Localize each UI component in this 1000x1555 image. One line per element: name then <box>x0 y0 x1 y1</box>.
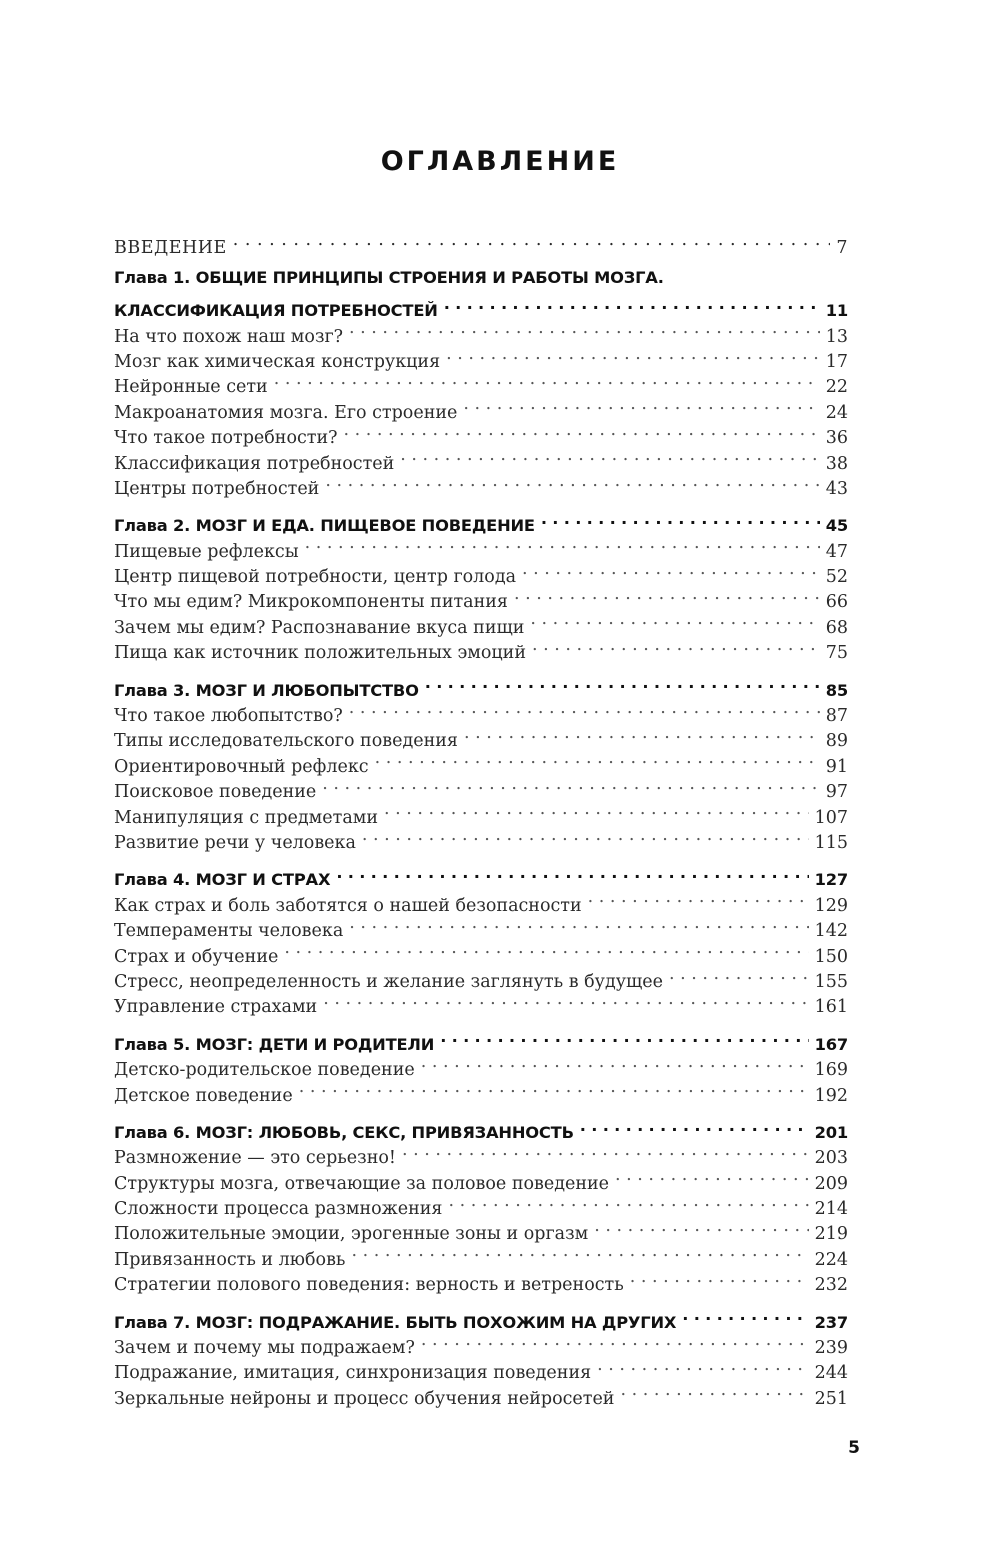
chapter-page: 201 <box>814 1122 848 1142</box>
section-page: 219 <box>814 1224 848 1245</box>
dot-leader <box>336 860 808 885</box>
dot-leader <box>448 1189 808 1214</box>
dot-leader <box>541 506 820 531</box>
page-number: 5 <box>848 1438 860 1458</box>
toc-chapter-4[interactable] <box>114 860 848 890</box>
dot-leader <box>464 721 820 746</box>
dot-leader <box>620 1378 808 1403</box>
dot-leader <box>322 772 819 797</box>
section-label: Пищевые рефлексы <box>114 541 299 562</box>
section-label: Размножение — это серьезно! <box>114 1148 396 1169</box>
section-page: 36 <box>825 428 848 449</box>
dot-leader <box>421 1328 809 1353</box>
section-page: 150 <box>814 946 848 967</box>
section-label: Что такое любопытство? <box>114 706 343 727</box>
section-page: 97 <box>825 782 848 803</box>
chapter-label: Глава 2. МОЗГ И ЕДА. ПИЩЕВОЕ ПОВЕДЕНИЕ <box>114 516 535 536</box>
toc-chapter-5[interactable] <box>114 1024 848 1054</box>
section-label: Структуры мозга, отвечающие за половое поведение <box>114 1173 610 1194</box>
dot-leader <box>532 633 820 658</box>
chapter-page: 127 <box>814 870 848 890</box>
dot-leader <box>630 1265 809 1290</box>
chapter-page: 11 <box>825 301 848 321</box>
section-page: 38 <box>825 453 848 474</box>
section-label: Детско-родительское поведение <box>114 1060 415 1081</box>
toc-chapter-2[interactable] <box>114 506 848 536</box>
section-page: 203 <box>814 1148 848 1169</box>
section-label: Классификация потребностей <box>114 453 395 474</box>
section-page: 192 <box>814 1085 848 1106</box>
dot-leader <box>444 291 820 316</box>
dot-leader <box>594 1214 808 1239</box>
dot-leader <box>446 342 820 367</box>
section-label: Стратегии полового поведения: верность и ветреность <box>114 1275 624 1296</box>
section-label: Поисковое поведение <box>114 782 317 803</box>
chapter-label: Глава 5. МОЗГ: ДЕТИ И РОДИТЕЛИ <box>114 1034 435 1054</box>
section-label: Что мы едим? Микрокомпоненты питания <box>114 592 508 613</box>
section-label: Макроанатомия мозга. Его строение <box>114 402 458 423</box>
section-page: 244 <box>814 1363 848 1384</box>
chapter-1-title-line-1: Глава 1. ОБЩИЕ ПРИНЦИПЫ СТРОЕНИЯ И РАБОТЫ МОЗГА. <box>114 268 664 288</box>
toc-chapter-6[interactable] <box>114 1113 848 1142</box>
section-page: 239 <box>814 1338 848 1359</box>
section-page: 89 <box>825 731 848 752</box>
dot-leader <box>615 1163 809 1188</box>
dot-leader <box>530 607 819 632</box>
dot-leader <box>344 418 820 443</box>
section-page: 22 <box>825 377 848 398</box>
section-label: Пища как источник положительных эмоций <box>114 643 526 664</box>
section-label: Развитие речи у человека <box>114 832 356 853</box>
dot-leader <box>580 1113 809 1138</box>
chapter-label: Глава 3. МОЗГ И ЛЮБОПЫТСТВО <box>114 680 419 700</box>
section-label: Центр пищевой потребности, центр голода <box>114 567 517 588</box>
section-page: 232 <box>814 1275 848 1296</box>
page-title: ОГЛАВЛЕНИЕ <box>380 146 620 177</box>
section-label: Зеркальные нейроны и процесс обучения нейросетей <box>114 1388 615 1409</box>
section-label: Как страх и боль заботятся о нашей безопасности <box>114 895 582 916</box>
chapter-label: Глава 7. МОЗГ: ПОДРАЖАНИЕ. БЫТЬ ПОХОЖИМ НА ДРУГИХ <box>114 1312 677 1332</box>
chapter-label: КЛАССИФИКАЦИЯ ПОТРЕБНОСТЕЙ <box>114 301 438 321</box>
dot-leader <box>299 1075 809 1100</box>
section-page: 129 <box>814 895 848 916</box>
dot-leader <box>522 557 820 582</box>
dot-leader <box>323 987 808 1012</box>
section-page: 24 <box>825 402 848 423</box>
chapter-page: 45 <box>825 516 848 536</box>
section-label: Сложности процесса размножения <box>114 1199 443 1220</box>
section-page: 214 <box>814 1199 848 1220</box>
section-page: 17 <box>825 351 848 372</box>
section-page: 43 <box>825 478 848 499</box>
section-page: 87 <box>825 706 848 727</box>
section-label: Мозг как химическая конструкция <box>114 351 441 372</box>
dot-leader <box>349 696 820 721</box>
section-page: 155 <box>814 971 848 992</box>
dot-leader <box>588 885 809 910</box>
section-page: 169 <box>814 1060 848 1081</box>
section-label: Привязанность и любовь <box>114 1249 346 1270</box>
dot-leader <box>349 911 808 936</box>
dot-leader <box>463 392 819 417</box>
dot-leader <box>682 1302 808 1327</box>
section-label: Положительные эмоции, эрогенные зоны и оргазм <box>114 1224 589 1245</box>
chapter-page: 237 <box>814 1312 848 1332</box>
section-label: Темпераменты человека <box>114 921 344 942</box>
toc-entry-label: ВВЕДЕНИЕ <box>114 238 227 259</box>
section-page: 107 <box>814 807 848 828</box>
chapter-label: Глава 6. МОЗГ: ЛЮБОВЬ, СЕКС, ПРИВЯЗАННОСТЬ <box>114 1122 574 1142</box>
dot-leader <box>425 670 820 695</box>
section-page: 75 <box>825 643 848 664</box>
dot-leader <box>351 1239 808 1264</box>
chapter-page: 167 <box>814 1034 848 1054</box>
dot-leader <box>384 797 809 822</box>
section-label: Типы исследовательского поведения <box>114 731 458 752</box>
dot-leader <box>233 228 831 253</box>
section-page: 161 <box>814 997 848 1018</box>
toc-chapter-3[interactable] <box>114 670 848 700</box>
section-page: 13 <box>825 326 848 347</box>
toc-entry-introduction[interactable] <box>114 228 848 259</box>
section-label: Подражание, имитация, синхронизация поведения <box>114 1363 592 1384</box>
dot-leader <box>305 531 820 556</box>
toc-chapter-1[interactable] <box>114 291 848 321</box>
dot-leader <box>669 962 809 987</box>
dot-leader <box>440 1024 808 1049</box>
dot-leader <box>421 1050 809 1075</box>
section-page: 68 <box>825 617 848 638</box>
dot-leader <box>284 936 808 961</box>
dot-leader <box>514 582 820 607</box>
dot-leader <box>597 1353 808 1378</box>
toc-entry-page: 7 <box>836 238 848 259</box>
dot-leader <box>274 367 820 392</box>
chapter-label: Глава 4. МОЗГ И СТРАХ <box>114 870 331 890</box>
dot-leader <box>402 1138 809 1163</box>
section-page: 66 <box>825 592 848 613</box>
section-label: Манипуляция с предметами <box>114 807 379 828</box>
dot-leader <box>349 316 820 341</box>
section-page: 52 <box>825 567 848 588</box>
section-label: Ориентировочный рефлекс <box>114 756 369 777</box>
section-page: 224 <box>814 1249 848 1270</box>
dot-leader <box>325 469 819 494</box>
section-label: Зачем мы едим? Распознавание вкуса пищи <box>114 617 525 638</box>
section-label: Зачем и почему мы подражаем? <box>114 1338 415 1359</box>
section-label: Центры потребностей <box>114 478 320 499</box>
section-label: Страх и обучение <box>114 946 279 967</box>
dot-leader <box>375 746 820 771</box>
section-page: 115 <box>814 832 848 853</box>
table-of-contents <box>114 228 848 1409</box>
section-label: Нейронные сети <box>114 377 268 398</box>
toc-chapter-7[interactable] <box>114 1302 848 1332</box>
section-label: Детское поведение <box>114 1085 293 1106</box>
section-page: 209 <box>814 1173 848 1194</box>
dot-leader <box>362 823 809 848</box>
section-label: Что такое потребности? <box>114 428 338 449</box>
section-page: 91 <box>825 756 848 777</box>
section-label: Стресс, неопределенность и желание заглянуть в будущее <box>114 971 663 992</box>
section-page: 47 <box>825 541 848 562</box>
section-page: 142 <box>814 921 848 942</box>
dot-leader <box>400 443 819 468</box>
chapter-page: 85 <box>825 680 848 700</box>
section-label: Управление страхами <box>114 997 318 1018</box>
section-label: На что похож наш мозг? <box>114 326 344 347</box>
section-page: 251 <box>814 1388 848 1409</box>
